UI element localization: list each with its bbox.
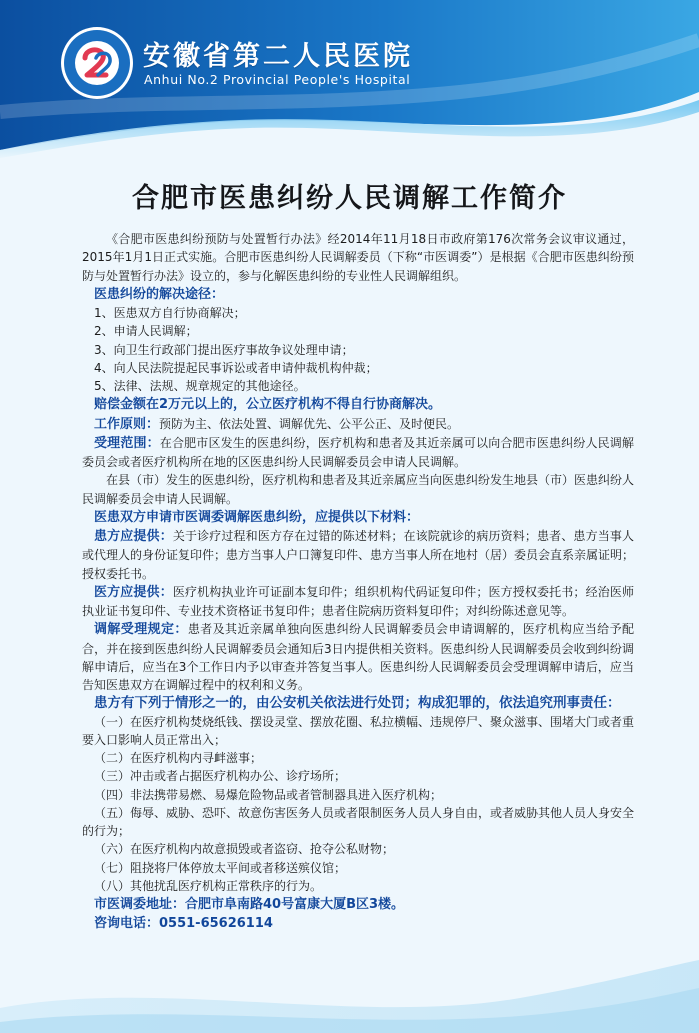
liability-item: （四）非法携带易燃、易爆危险物品或者管制器具进入医疗机构；: [94, 787, 443, 802]
patient-materials-text: 关于诊疗过程和医方存在过错的陈述材料；在该院就诊的病历资料；患者、患方当事人或代理人的身份证复印件；患方当事人户口簿复印件、患方当事人所在地村（居）委员会直系亲属证明；授权委托书。: [82, 529, 635, 581]
page-title: 合肥市医患纠纷人民调解工作简介: [132, 183, 567, 214]
patient-materials-label: 患方应提供：: [94, 529, 173, 544]
liability-item: （一）在医疗机构焚烧纸钱、摆设灵堂、摆放花圈、私拉横幅、违规停尸、聚众滋事、围堵大门或者重要入口影响人员正常出入；: [82, 714, 635, 747]
hospital-name-en: Anhui No.2 Provincial People's Hospital: [144, 72, 411, 87]
hospital-name-cn: 安徽省第二人民医院: [143, 41, 413, 72]
scope-text: 在合肥市区发生的医患纠纷，医疗机构和患者及其近亲属可以向合肥市医患纠纷人民调解委员会或者医疗机构所在地的区医患纠纷人民调解委员会申请人民调解。: [82, 435, 634, 469]
resolution-item: 2、申请人民调解；: [94, 324, 198, 339]
liability-item: （二）在医疗机构内寻衅滋事；: [94, 751, 263, 765]
liability-item: （三）冲击或者占据医疗机构办公、诊疗场所；: [94, 769, 347, 784]
patient-materials-paragraph: [82, 527, 634, 583]
contact-address: 市医调委地址：合肥市阜南路40号富康大厦B区3楼。: [94, 897, 405, 912]
procedure-label: 调解受理规定：: [94, 622, 188, 638]
liability-heading: 患方有下列于情形之一的，由公安机关依法进行处罚；构成犯罪的，依法追究刑事责任：: [94, 695, 621, 712]
resolution-heading: 医患纠纷的解决途径：: [94, 286, 225, 302]
principles-paragraph: [82, 415, 634, 434]
hospital-materials-paragraph: [82, 583, 634, 621]
hospital-materials-text: 医疗机构执业许可证副本复印件；组织机构代码证复印件；医方授权委托书；经治医师执业证书复印件、专业技术资格证书复印件；患者住院病历资料复印件；对纠纷陈述意见等。: [82, 584, 634, 618]
resolution-item: 1、医患双方自行协商解决；: [94, 306, 246, 320]
compensation-note: 赔偿金额在2万元以上的，公立医疗机构不得自行协商解决。: [94, 397, 442, 413]
principles-text: 预防为主、依法处置、调解优先、公平公正、及时便民。: [159, 416, 460, 431]
principles-label: 工作原则：: [94, 416, 160, 432]
scope-label: 受理范围：: [94, 435, 160, 451]
hospital-logo-icon: [60, 26, 134, 100]
resolution-item: 4、向人民法院提起民事诉讼或者申请仲裁机构仲裁；: [94, 360, 378, 375]
footer-wave-decoration: [0, 938, 699, 1033]
hospital-materials-label: 医方应提供：: [94, 584, 173, 600]
resolution-item: 5、法律、法规、规章规定的其他途径。: [94, 379, 306, 393]
scope-paragraph: [82, 434, 634, 472]
liability-item: （七）阻挠将尸体停放太平间或者移送殡仪馆；: [94, 860, 347, 875]
materials-heading: 医患双方申请市医调委调解医患纠纷，应提供以下材料：: [94, 509, 420, 525]
liability-item: （六）在医疗机构内故意损毁或者盗窃、抢夺公私财物；: [94, 842, 395, 857]
contact-phone: 咨询电话：0551-65626114: [94, 916, 273, 932]
resolution-item: 3、向卫生行政部门提出医疗事故争议处理申请；: [94, 342, 354, 357]
header-banner: [0, 0, 699, 160]
liability-item: （五）侮辱、威胁、恐吓、故意伤害医务人员或者限制医务人员人身自由，或者威胁其他人员人身安全的行为；: [82, 805, 635, 838]
procedure-text: 患者及其近亲属单独向医患纠纷人民调解委员会申请调解的，医疗机构应当给予配合，并在接到医患纠纷人民调解委员会通知后3日内提供相关资料。医患纠纷人民调解委员会收到纠纷调解申请后，应当在3个工作日内予以审查并答复当事人。医患纠纷人民调解委员会受理调解申请后，应当告知医患双方在调解过程中的权利和义务。: [82, 622, 634, 692]
document-body: [82, 230, 634, 934]
intro-paragraph: 《合肥市医患纠纷预防与处置暂行办法》经2014年11月18日市政府第176次常务会议审议通过，2015年1月1日正式实施。合肥市医患纠纷人民调解委员（下称“市医调委”）是根据《合肥市医患纠纷预防与处置暂行办法》设立的，参与化解医患纠纷的专业性人民调解组织。: [82, 232, 634, 283]
scope-county-paragraph: 在县（市）发生的医患纠纷，医疗机构和患者及其近亲属应当向医患纠纷发生地县（市）医患纠纷人民调解委员会申请人民调解。: [82, 473, 635, 506]
liability-item: （八）其他扰乱医疗机构正常秩序的行为。: [94, 878, 323, 893]
procedure-paragraph: [82, 620, 634, 694]
